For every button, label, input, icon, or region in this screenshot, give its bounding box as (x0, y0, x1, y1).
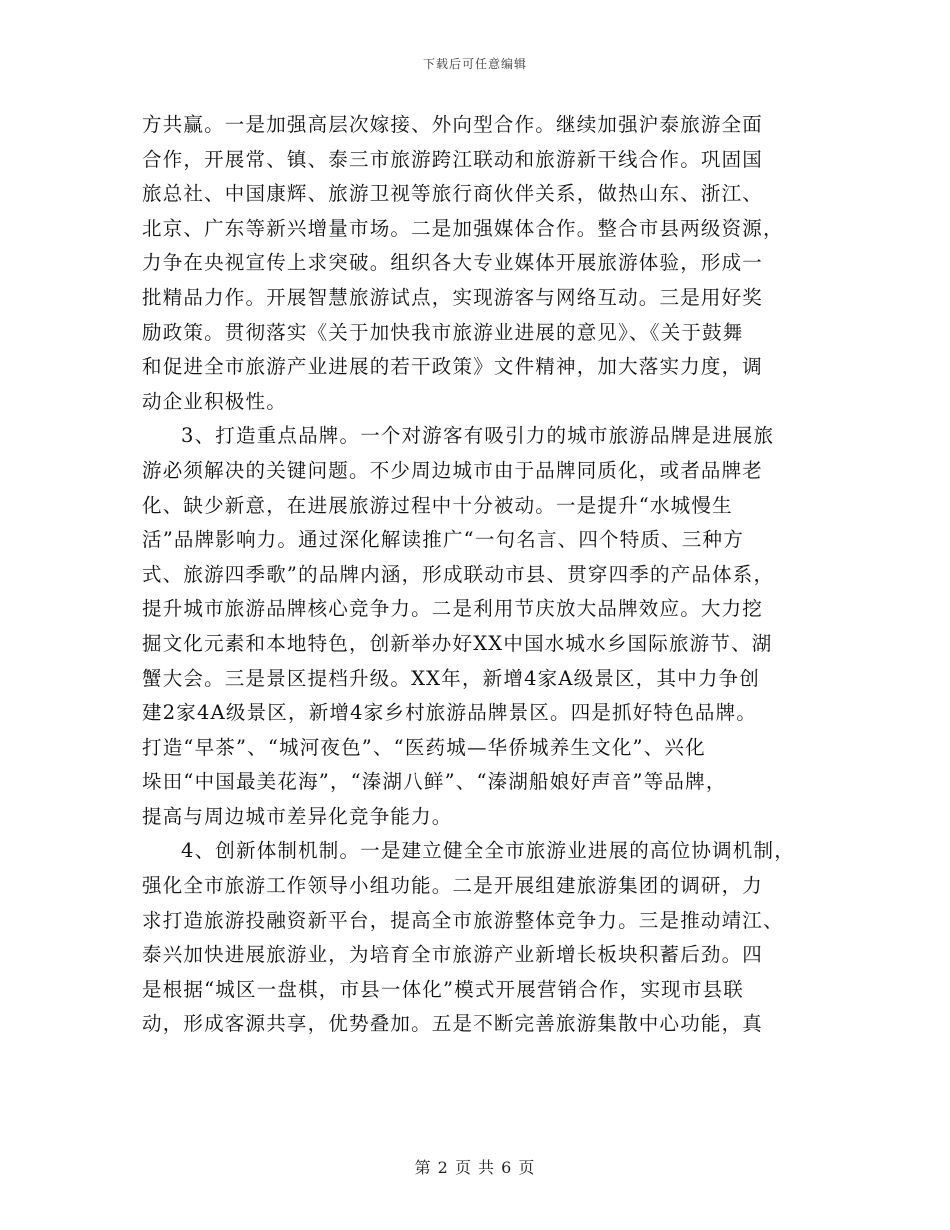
text-line: 提升城市旅游品牌核心竞争力。二是利用节庆放大品牌效应。大力挖 (142, 597, 764, 621)
section-heading-line: 4、创新体制机制。一是建立健全全市旅游业进展的高位协调机制， (181, 839, 795, 863)
text-line: 强化全市旅游工作领导小组功能。二是开展组建旅游集团的调研，力 (142, 874, 764, 898)
text-line: 打造“早茶”、“城河夜色”、“医药城—华侨城养生文化”、兴化 (142, 735, 706, 759)
text-line: 动企业积极性。 (142, 389, 287, 413)
text-line: 泰兴加快进展旅游业，为培育全市旅游产业新增长板块积蓄后劲。四 (142, 943, 764, 967)
text-line: 活”品牌影响力。通过深化解读推广“一句名言、四个特质、三种方 (142, 528, 744, 552)
text-line: 建2家4A级景区，新增4家乡村旅游品牌景区。四是抓好特色品牌。 (142, 701, 758, 725)
text-line: 求打造旅游投融资新平台，提高全市旅游整体竞争力。三是推动靖江、 (142, 908, 784, 932)
text-line: 式、旅游四季歌”的品牌内涵，形成联动市县、贯穿四季的产品体系， (142, 562, 775, 586)
text-line: 是根据“城区一盘棋，市县一体化”模式开展营销合作，实现市县联 (142, 977, 744, 1001)
text-line: 励政策。贯彻落实《关于加快我市旅游业进展的意见》、《关于鼓舞 (142, 320, 744, 344)
text-line: 力争在央视宣传上求突破。组织各大专业媒体开展旅游体验，形成一 (142, 251, 764, 275)
text-line: 游必须解决的关键问题。不少周边城市由于品牌同质化，或者品牌老 (142, 458, 764, 482)
text-line: 北京、广东等新兴增量市场。二是加强媒体合作。整合市县两级资源， (142, 216, 784, 240)
text-line: 掘文化元素和本地特色，创新举办好XX中国水城水乡国际旅游节、湖 (142, 631, 773, 655)
section-heading-line: 3、打造重点品牌。一个对游客有吸引力的城市旅游品牌是进展旅 (181, 424, 775, 448)
text-line: 和促进全市旅游产业进展的若干政策》文件精神，加大落实力度，调 (142, 355, 764, 379)
text-line: 合作，开展常、镇、泰三市旅游跨江联动和旅游新干线合作。巩固国 (142, 147, 764, 171)
text-line: 批精品力作。开展智慧旅游试点，实现游客与网络互动。三是用好奖 (142, 285, 764, 309)
text-line: 化、缺少新意，在进展旅游过程中十分被动。一是提升“水城慢生 (142, 493, 733, 517)
text-line: 动，形成客源共享，优势叠加。五是不断完善旅游集散中心功能，真 (142, 1012, 764, 1036)
text-line: 蟹大会。三是景区提档升级。XX年，新增4家A级景区，其中力争创 (142, 666, 760, 690)
page-number-footer: 第 2 页 共 6 页 (414, 1158, 536, 1177)
text-line: 垛田“中国最美花海”，“溱湖八鲜”、“溱湖船娘好声音”等品牌， (142, 770, 727, 794)
page-header-note: 下载后可任意编辑 (422, 57, 527, 71)
text-line: 方共赢。一是加强高层次嫁接、外向型合作。继续加强沪泰旅游全面 (142, 113, 764, 136)
text-line: 提高与周边城市差异化竞争能力。 (142, 804, 453, 828)
text-line: 旅总社、中国康辉、旅游卫视等旅行商伙伴关系，做热山东、浙江、 (142, 182, 764, 206)
document-body (142, 108, 814, 1042)
